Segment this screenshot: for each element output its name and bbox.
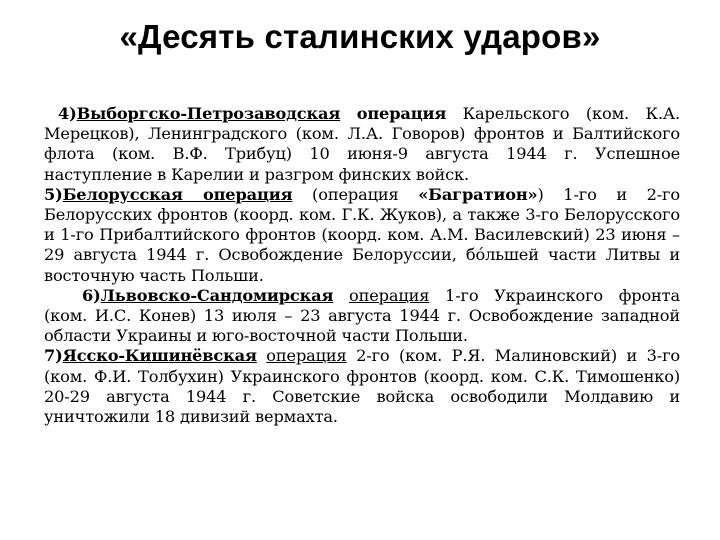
- item-number: 5): [44, 184, 63, 204]
- item-number: 6): [82, 285, 101, 305]
- operations-text: [44, 104, 680, 427]
- operation-item-5: [44, 185, 680, 286]
- operation-item-7: [44, 346, 680, 427]
- operation-pre: (операция: [292, 184, 419, 204]
- operation-name: Львовско-Сандомирская: [100, 285, 334, 305]
- operation-codename: «Багратион»: [418, 184, 538, 204]
- operation-description: ) 1-го и 2-го Белорусских фронтов (коорд. ком. Г.К. Жуков), а также 3-го Белорусского и 1-го Прибалтийского фронтов (коорд. ком. А.М. Василевский) 23 июня – 29 августа 1944 г. Освобождение Белоруссии, бо́льшей части Литвы и восточную часть Польши.: [44, 184, 680, 285]
- operation-item-6: [44, 286, 680, 347]
- operation-word: операция: [266, 346, 347, 366]
- item-number: 7): [44, 346, 63, 366]
- operation-description: 1-го Украинского фронта (ком. И.С. Конев) 13 июля – 23 августа 1944 г. Освобождение западной области Украины и юго-восточной части Польши.: [44, 285, 680, 346]
- operation-item-4: [44, 104, 680, 185]
- operation-description: Карельского (ком. К.А. Мерецков), Ленинградского (ком. Л.А. Говоров) фронтов и Балтийского флота (ком. В.Ф. Трибуц) 10 июня-9 августа 1944 г. Успешное наступление в Карелии и разгром финских войск.: [44, 104, 680, 184]
- operation-name: Выборгско-Петрозаводская: [76, 104, 341, 123]
- operation-name: Белорусская операция: [62, 184, 293, 204]
- operation-word: операция: [356, 104, 447, 123]
- slide-title: «Десять сталинских ударов»: [119, 18, 601, 55]
- operation-word: операция: [349, 285, 430, 305]
- operation-description: 2-го (ком. Р.Я. Малиновский) и 3-го (ком. Ф.И. Толбухин) Украинского фронтов (коорд. ком. С.К. Тимошенко) 20-29 августа 1944 г. Советские войска освободили Молдавию и уничтожили 18 дивизий вермахта.: [44, 346, 680, 427]
- operation-name: Ясско-Кишинёвская: [62, 346, 257, 366]
- item-number: 4): [58, 104, 77, 123]
